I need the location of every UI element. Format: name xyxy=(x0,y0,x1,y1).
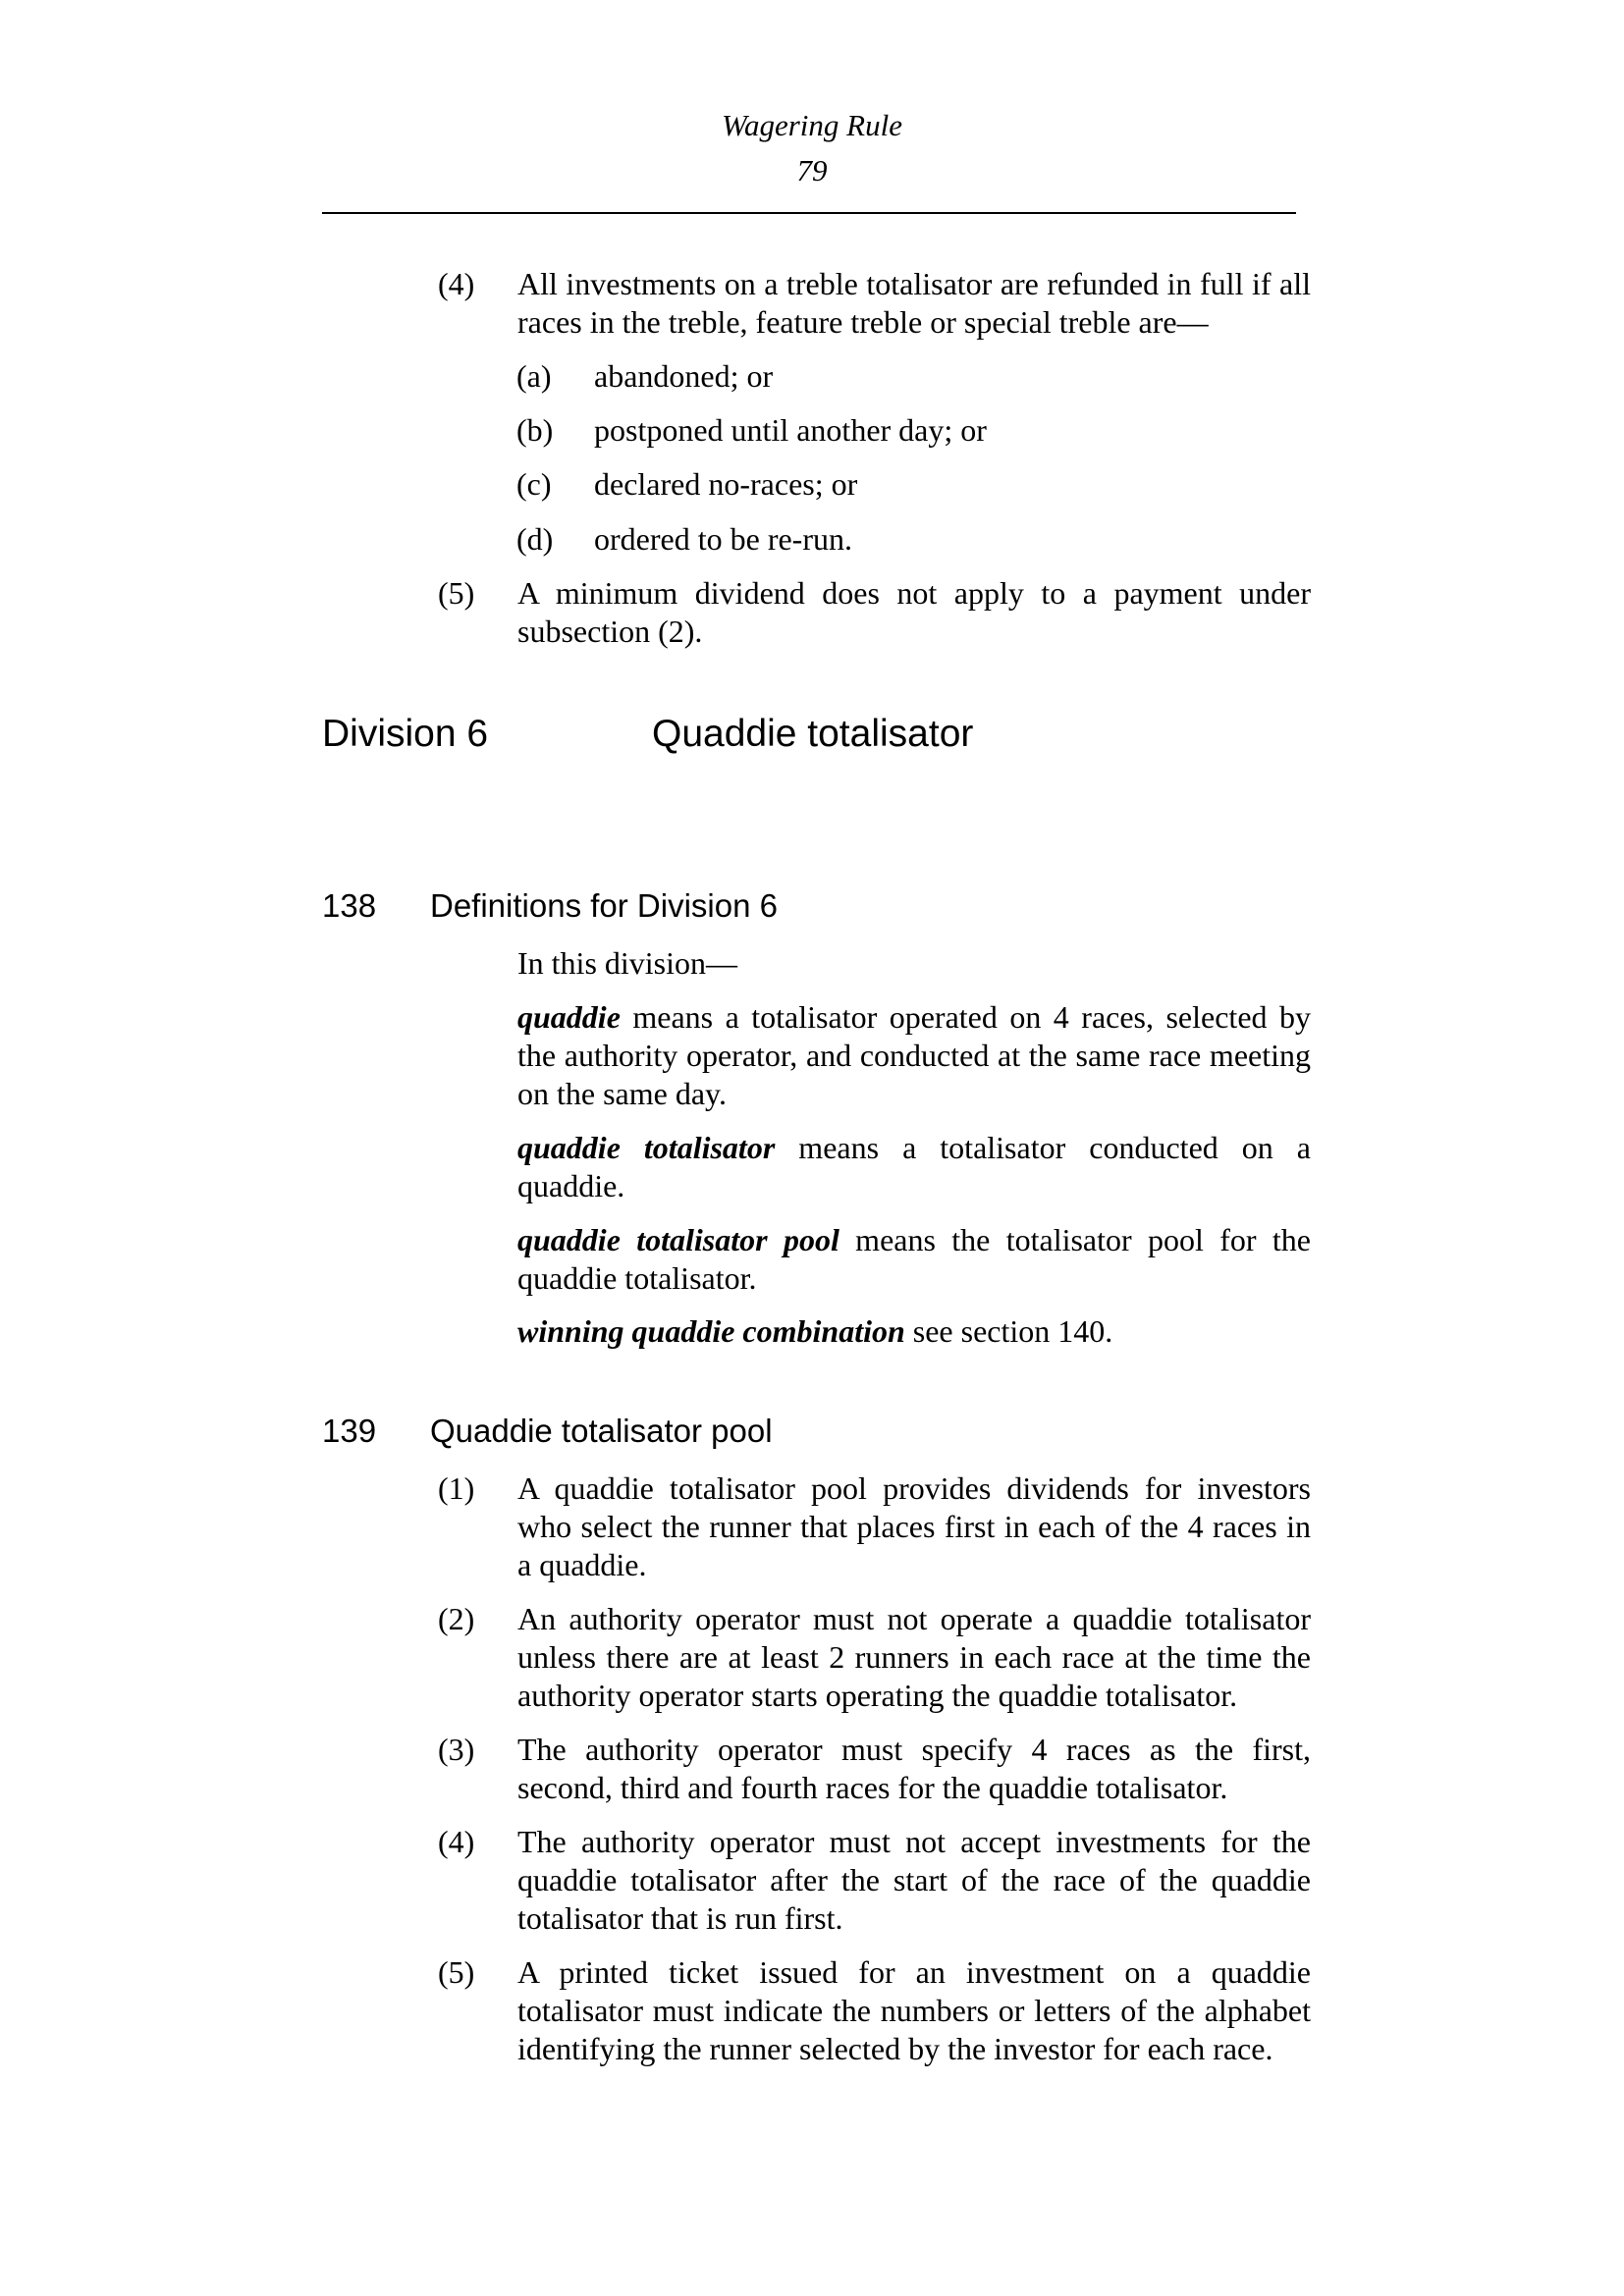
definition xyxy=(517,1129,1311,1205)
subsection-number: (1) xyxy=(438,1470,475,1506)
paragraph-text: abandoned; or xyxy=(594,358,774,394)
subsection-text: A quaddie totalisator pool provides dividends for investors who select the runner that places first in each of the 4 races in a quaddie. xyxy=(517,1470,1311,1582)
definition-text: means the totalisator pool for the quaddie totalisator. xyxy=(517,1222,1311,1296)
section-intro: In this division— xyxy=(517,945,738,981)
section-number: 139 xyxy=(322,1413,377,1449)
paragraph-label: (a) xyxy=(516,358,552,394)
running-header-title: Wagering Rule xyxy=(722,108,902,142)
defined-term: winning quaddie combination xyxy=(517,1313,905,1349)
page-number: 79 xyxy=(796,153,828,187)
subsection-text: An authority operator must not operate a quaddie totalisator unless there are at least 2 runners in each race at the time the authority operator starts operating the quaddie totalisator. xyxy=(517,1601,1311,1713)
division-title: Quaddie totalisator xyxy=(652,713,974,755)
defined-term: quaddie xyxy=(517,999,621,1035)
paragraph-label: (c) xyxy=(516,466,552,502)
subsection-number: (5) xyxy=(438,1954,475,1990)
definition-text: means a totalisator conducted on a quaddie. xyxy=(517,1130,1312,1203)
section-number: 138 xyxy=(322,887,377,924)
definition xyxy=(517,1221,1311,1298)
subsection-text: The authority operator must specify 4 races as the first, second, third and fourth races for the quaddie totalisator. xyxy=(517,1732,1311,1805)
defined-term: quaddie totalisator pool xyxy=(517,1222,839,1257)
section-title: Quaddie totalisator pool xyxy=(430,1413,773,1449)
subsection-number: (5) xyxy=(438,575,475,611)
defined-term: quaddie totalisator xyxy=(517,1130,776,1165)
definition xyxy=(517,1312,1311,1351)
paragraph-label: (d) xyxy=(516,521,554,557)
subsection-text: A minimum dividend does not apply to a payment under subsection (2). xyxy=(517,575,1311,649)
subsection-number: (3) xyxy=(438,1732,475,1767)
subsection-text: A printed ticket issued for an investment on a quaddie totalisator must indicate the numbers or letters of the alphabet identifying the runner selected by the investor for each race. xyxy=(517,1954,1311,2066)
subsection-number: (4) xyxy=(438,1824,475,1859)
definition-text: means a totalisator operated on 4 races, selected by the authority operator, and conducted at the same race meeting on the same day. xyxy=(517,999,1311,1111)
definition xyxy=(517,998,1311,1113)
paragraph-text: ordered to be re-run. xyxy=(594,521,852,557)
subsection-number: (2) xyxy=(438,1601,475,1636)
definition-text: see section 140. xyxy=(904,1313,1113,1349)
section-title: Definitions for Division 6 xyxy=(430,887,778,924)
subsection-text: The authority operator must not accept investments for the quaddie totalisator after the start of the race of the quaddie totalisator that is run first. xyxy=(517,1824,1311,1936)
paragraph-label: (b) xyxy=(516,412,554,448)
paragraph-text: declared no-races; or xyxy=(594,466,858,502)
division-label: Division 6 xyxy=(322,713,489,755)
subsection-text: All investments on a treble totalisator are refunded in full if all races in the treble, feature treble or special treble are— xyxy=(517,266,1311,340)
subsection-number: (4) xyxy=(438,266,475,301)
header-divider xyxy=(322,212,1296,214)
paragraph-text: postponed until another day; or xyxy=(594,412,987,448)
